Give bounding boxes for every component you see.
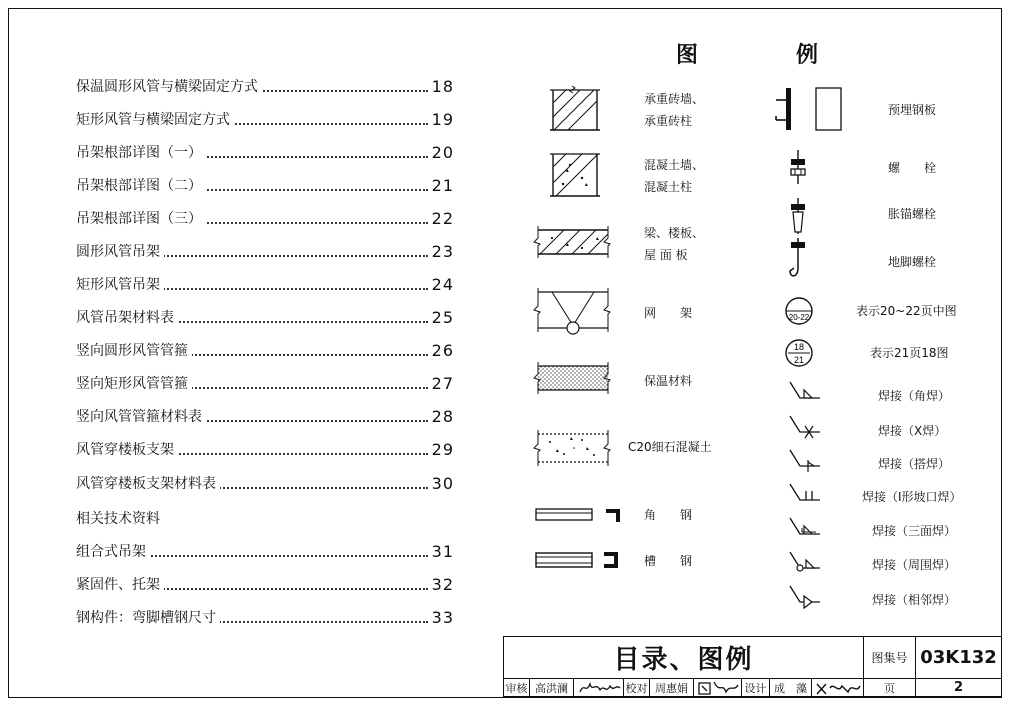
legend-label: 焊接（I形坡口焊） [862, 490, 962, 504]
legend-label: 焊接（X焊） [878, 424, 947, 438]
legend-label: 焊接（周围焊） [872, 558, 957, 572]
fine-aggregate-concrete-icon [530, 428, 616, 468]
toc-item[interactable] [76, 174, 454, 198]
toc-title: 竖向风管管箍材料表 [76, 405, 206, 429]
legend-label: 地脚螺栓 [888, 255, 937, 269]
concrete-wall-hatch-icon [540, 150, 610, 200]
legend-label: 保温材料 [644, 374, 693, 388]
toc-item[interactable] [76, 472, 454, 496]
toc-title: 竖向圆形风管管箍 [76, 339, 192, 363]
toc-title: 风管吊架材料表 [76, 306, 178, 330]
toc-page: 19 [428, 108, 454, 132]
toc-item[interactable] [76, 540, 454, 564]
toc-page: 29 [428, 438, 454, 462]
toc-item[interactable] [76, 339, 454, 363]
toc-item[interactable] [76, 438, 454, 462]
legend-label: 焊接（搭焊） [878, 457, 951, 471]
detail-ref-circle-icon [784, 338, 814, 368]
adjacent-weld-icon [788, 584, 822, 614]
toc-item[interactable] [76, 207, 454, 231]
ref-text-top: 18 [793, 342, 805, 352]
toc-page: 21 [428, 174, 454, 198]
toc-item[interactable] [76, 606, 454, 630]
toc-page: 24 [428, 273, 454, 297]
toc-title: 保温圆形风管与横梁固定方式 [76, 75, 262, 99]
embedded-steel-plate-icon [772, 86, 852, 134]
toc-title: 风管穿楼板支架材料表 [76, 472, 220, 496]
toc-page: 22 [428, 207, 454, 231]
legend-label: 焊接（三面焊） [872, 524, 957, 538]
space-truss-icon [530, 288, 616, 336]
toc-item[interactable] [76, 141, 454, 165]
toc-page: 28 [428, 405, 454, 429]
designer-name: 成 藻 [770, 679, 812, 697]
lap-weld-icon [788, 448, 822, 474]
legend-label: 表示21页18图 [870, 346, 949, 360]
legend-label: C20细石混凝土 [628, 440, 712, 454]
toc-item[interactable] [76, 405, 454, 429]
legend-label: 梁、楼板、 屋 面 板 [644, 226, 705, 262]
legend-label: 网 架 [644, 306, 693, 320]
toc-item[interactable] [76, 75, 454, 99]
legend-heading-right: 例 [796, 43, 821, 68]
toc-page: 27 [428, 372, 454, 396]
reviewer-name: 高洪澜 [530, 679, 574, 697]
x-weld-icon [788, 414, 822, 440]
toc-item[interactable] [76, 273, 454, 297]
toc-title: 组合式吊架 [76, 540, 150, 564]
insulation-material-icon [530, 360, 616, 396]
checker-name: 周惠娟 [650, 679, 694, 697]
toc-title: 吊架根部详图（二） [76, 174, 206, 198]
atlas-label: 图集号 [864, 637, 916, 679]
legend-label: 承重砖墙、 承重砖柱 [644, 92, 705, 128]
toc-page: 31 [428, 540, 454, 564]
toc-page: 33 [428, 606, 454, 630]
toc-item[interactable] [76, 372, 454, 396]
expansion-bolt-icon [786, 198, 810, 234]
checker-signature [694, 679, 742, 697]
toc-item[interactable] [76, 108, 454, 132]
brick-wall-hatch-icon [540, 86, 610, 134]
toc-page: 30 [428, 472, 454, 496]
page-ref-circle-icon [784, 296, 814, 326]
i-groove-weld-icon [788, 482, 822, 506]
channel-steel-icon [534, 548, 630, 572]
legend-heading-left: 图 [676, 43, 701, 68]
toc-page: 26 [428, 339, 454, 363]
beam-slab-section-icon [530, 222, 616, 262]
reviewer-signature [574, 679, 624, 697]
fillet-weld-icon [788, 380, 822, 404]
ref-text: 20-22 [788, 313, 810, 322]
review-label: 审核 [504, 679, 530, 697]
legend-label: 焊接（相邻焊） [872, 593, 957, 607]
title-block [503, 636, 1002, 698]
ref-text-bottom: 21 [793, 355, 805, 365]
toc-item[interactable] [76, 240, 454, 264]
anchor-bolt-icon [786, 238, 810, 282]
page-number: 2 [916, 679, 1002, 697]
legend-label: 角 钢 [644, 508, 693, 522]
toc-page: 18 [428, 75, 454, 99]
toc-item[interactable] [76, 573, 454, 597]
angle-steel-icon [534, 504, 630, 526]
legend-label: 槽 钢 [644, 554, 693, 568]
toc-item[interactable] [76, 306, 454, 330]
toc-title: 竖向矩形风管管箍 [76, 372, 192, 396]
legend-label: 预埋钢板 [888, 103, 937, 117]
toc-title: 风管穿楼板支架 [76, 438, 178, 462]
toc-title: 矩形风管吊架 [76, 273, 164, 297]
check-label: 校对 [624, 679, 650, 697]
atlas-number: 03K132 [916, 637, 1002, 679]
toc-page: 23 [428, 240, 454, 264]
bolt-icon [786, 150, 810, 184]
legend-label: 表示20~22页中图 [856, 304, 957, 318]
toc-page: 32 [428, 573, 454, 597]
legend-label: 螺 栓 [888, 161, 937, 175]
toc-title: 吊架根部详图（一） [76, 141, 206, 165]
toc-title: 矩形风管与横梁固定方式 [76, 108, 234, 132]
toc-title: 圆形风管吊架 [76, 240, 164, 264]
drawing-title: 目录、图例 [504, 637, 864, 679]
legend-label: 胀锚螺栓 [888, 207, 937, 221]
design-label: 设计 [742, 679, 770, 697]
page-label: 页 [864, 679, 916, 697]
all-around-weld-icon [788, 550, 822, 574]
related-heading: 相关技术资料 [76, 507, 454, 531]
legend-label: 焊接（角焊） [878, 389, 951, 403]
toc-page: 25 [428, 306, 454, 330]
toc-title: 钢构件：弯脚槽钢尺寸 [76, 606, 220, 630]
legend-label: 混凝土墙、 混凝土柱 [644, 158, 705, 194]
toc-title: 紧固件、托架 [76, 573, 164, 597]
three-side-weld-icon [788, 516, 822, 540]
toc-page: 20 [428, 141, 454, 165]
designer-signature [812, 679, 864, 697]
toc-title: 吊架根部详图（三） [76, 207, 206, 231]
